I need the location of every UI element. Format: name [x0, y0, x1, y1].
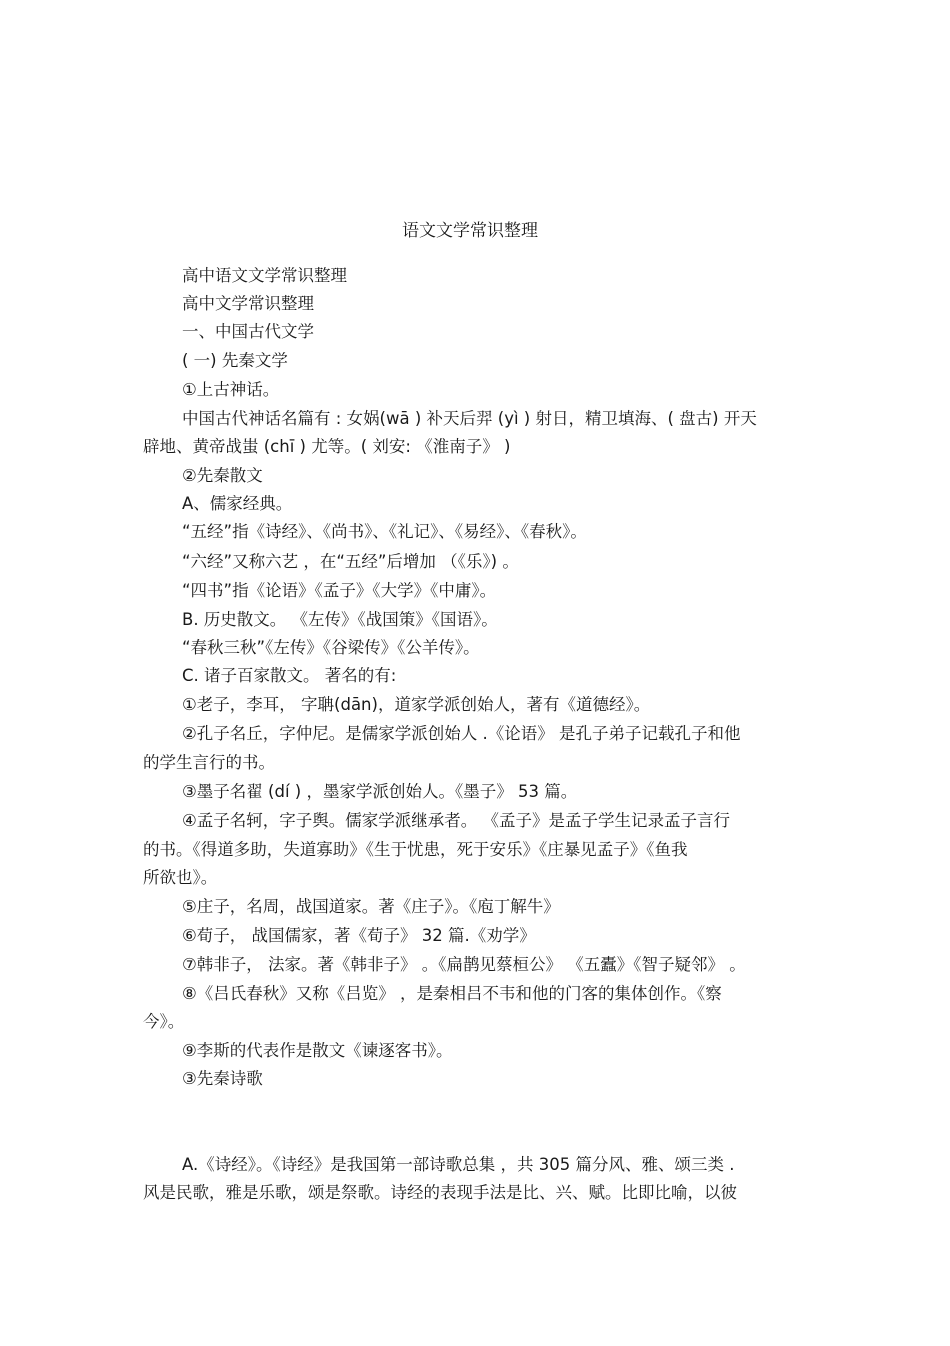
text-line: 中国古代神话名篇有 : 女娲(wā ) 补天后羿 (yì ) 射日，精卫填海、( 盘古) 开天: [182, 409, 757, 428]
text-line: 高中文学常识整理: [182, 294, 314, 313]
text-line: ⑥荀子， 战国儒家，著《荀子》 32 篇.《劝学》: [182, 926, 536, 945]
text-line: ②先秦散文: [182, 466, 263, 485]
text-line: A、儒家经典。: [182, 494, 293, 513]
text-line: ②孔子名丘，字仲尼。是儒家学派创始人 .《论语》 是孔子弟子记载孔子和他: [182, 724, 741, 743]
document-title: 语文文学常识整理: [402, 221, 538, 241]
text-line: ③先秦诗歌: [182, 1069, 263, 1088]
text-line: 风是民歌，雅是乐歌，颂是祭歌。诗经的表现手法是比、兴、赋。比即比喻，以彼: [143, 1183, 737, 1202]
text-line: 辟地、黄帝战蚩 (chī ) 尤等。( 刘安: 《淮南子》 ): [143, 437, 511, 456]
text-line: 的学生言行的书。: [143, 753, 275, 772]
text-line: B. 历史散文。 《左传》《战国策》《国语》。: [182, 610, 498, 629]
text-line: ①上古神话。: [182, 380, 280, 399]
text-line: ⑦韩非子， 法家。著《韩非子》 。《扁鹊见蔡桓公》 《五蠹》《智子疑邻》 。: [182, 955, 746, 974]
text-line: 今》。: [143, 1012, 185, 1031]
text-line: 所欲也》。: [143, 868, 218, 887]
text-line: ( 一) 先秦文学: [182, 351, 288, 370]
text-line: C. 诸子百家散文。 著名的有:: [182, 666, 397, 685]
text-line: ⑧《吕氏春秋》又称《吕览》 ，是秦相吕不韦和他的门客的集体创作。《察: [182, 984, 722, 1003]
text-line: “春秋三秋”《左传》《谷梁传》《公羊传》。: [182, 638, 480, 657]
text-line: “四书”指《论语》《孟子》《大学》《中庸》。: [182, 581, 497, 600]
text-line: ①老子，李耳， 字聃(dān)，道家学派创始人，著有《道德经》。: [182, 695, 651, 714]
text-line: ⑨李斯的代表作是散文《谏逐客书》。: [182, 1041, 453, 1060]
text-line: ④孟子名轲，字子舆。儒家学派继承者。 《孟子》是孟子学生记录孟子言行: [182, 811, 731, 830]
text-line: ⑤庄子，名周，战国道家。著《庄子》。《庖丁解牛》: [182, 897, 560, 916]
text-line: 一、中国古代文学: [182, 322, 314, 341]
text-line: A.《诗经》。《诗经》是我国第一部诗歌总集 ，共 305 篇分风、雅、颂三类 .: [182, 1155, 735, 1174]
text-line: “六经”又称六艺 ，在“五经”后增加 （《乐》) 。: [182, 552, 519, 571]
text-line: ③墨子名翟 (dí ) ，墨家学派创始人。《墨子》 53 篇。: [182, 782, 578, 801]
text-line: “五经”指《诗经》、《尚书》、《礼记》、《易经》、《春秋》。: [182, 522, 587, 541]
text-line: 高中语文文学常识整理: [182, 266, 347, 285]
text-line: 的书。《得道多助，失道寡助》《生于忧患，死于安乐》《庄暴见孟子》《鱼我: [143, 840, 688, 859]
